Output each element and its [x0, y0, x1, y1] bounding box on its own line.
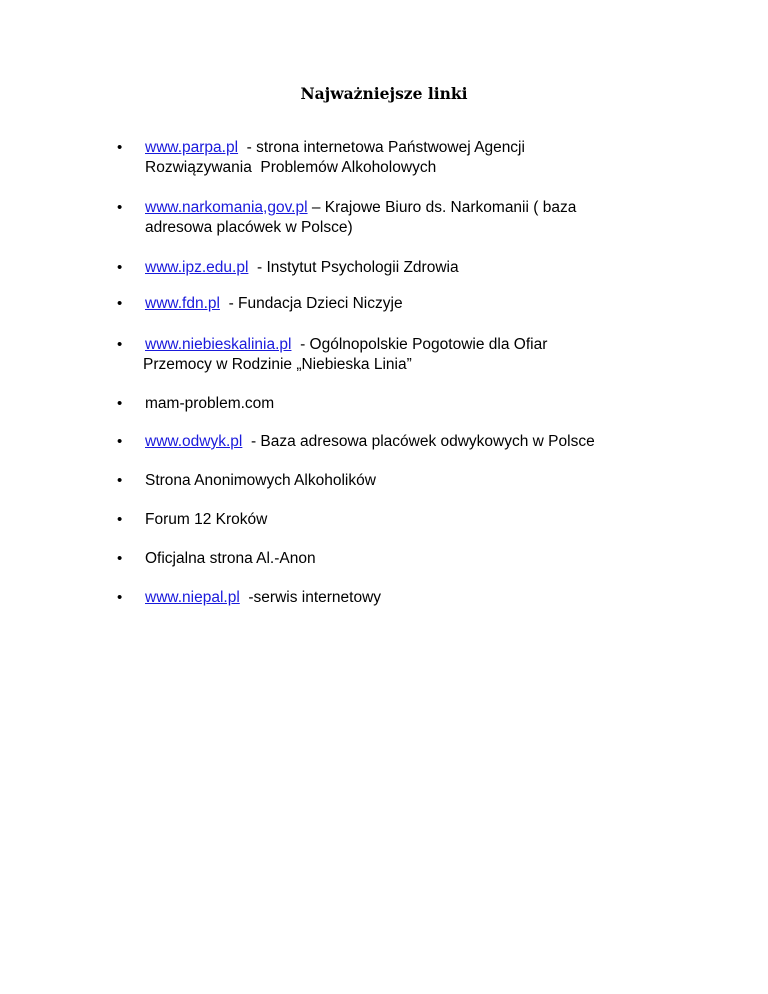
list-item-label: Oficjalna strona Al.-Anon [145, 550, 316, 567]
link-niepal[interactable]: www.niepal.pl [145, 589, 240, 606]
link-parpa[interactable]: www.parpa.pl [145, 139, 239, 156]
list-item-text [145, 394, 675, 414]
link-ipz[interactable]: www.ipz.edu.pl [145, 259, 249, 276]
bullet-icon: • [117, 395, 123, 412]
list-item-description: - Ogólnopolskie Pogotowie dla Ofiar [291, 336, 548, 353]
list-item-text [145, 335, 675, 375]
page-title: Najważniejsze linki [300, 84, 468, 103]
bullet-icon: • [117, 589, 123, 606]
list-item-label: Strona Anonimowych Alkoholików [145, 472, 376, 489]
list-item-description-continued: Rozwiązywania Problemów Alkoholowych [145, 159, 437, 176]
list-item-text [145, 588, 675, 608]
bullet-icon: • [117, 139, 123, 156]
link-niebieskalinia[interactable]: www.niebieskalinia.pl [145, 336, 292, 353]
list-item-text [145, 138, 675, 178]
bullet-icon: • [117, 511, 123, 528]
bullet-icon: • [117, 433, 123, 450]
list-item-description: - strona internetowa Państwowej Agencji [238, 139, 525, 156]
bullet-icon: • [117, 199, 123, 216]
list-item-description: - Instytut Psychologii Zdrowia [248, 259, 459, 276]
link-narkomania[interactable]: www.narkomania,gov.pl [145, 199, 308, 216]
list-item-label: Forum 12 Kroków [145, 511, 268, 528]
list-item-text [145, 549, 675, 569]
list-item-description-continued: adresowa placówek w Polsce) [145, 219, 353, 236]
list-item-description: - Fundacja Dzieci Niczyje [219, 295, 403, 312]
list-item-text [145, 198, 675, 238]
bullet-icon: • [117, 295, 123, 312]
list-item-description: – Krajowe Biuro ds. Narkomanii ( baza [307, 199, 577, 216]
list-item-text [145, 432, 675, 452]
link-odwyk[interactable]: www.odwyk.pl [145, 433, 243, 450]
bullet-icon: • [117, 336, 123, 353]
list-item-label: mam-problem.com [145, 395, 275, 412]
list-item-description-continued: Przemocy w Rodzinie „Niebieska Linia” [143, 356, 412, 373]
list-item-description: -serwis internetowy [239, 589, 382, 606]
bullet-icon: • [117, 259, 123, 276]
list-item-text [145, 294, 675, 314]
list-item-text [145, 510, 675, 530]
bullet-icon: • [117, 472, 123, 489]
bullet-icon: • [117, 550, 123, 567]
list-item-text [145, 471, 675, 491]
list-item-text [145, 258, 675, 278]
link-fdn[interactable]: www.fdn.pl [145, 295, 220, 312]
list-item-description: - Baza adresowa placówek odwykowych w Polsce [242, 433, 595, 450]
